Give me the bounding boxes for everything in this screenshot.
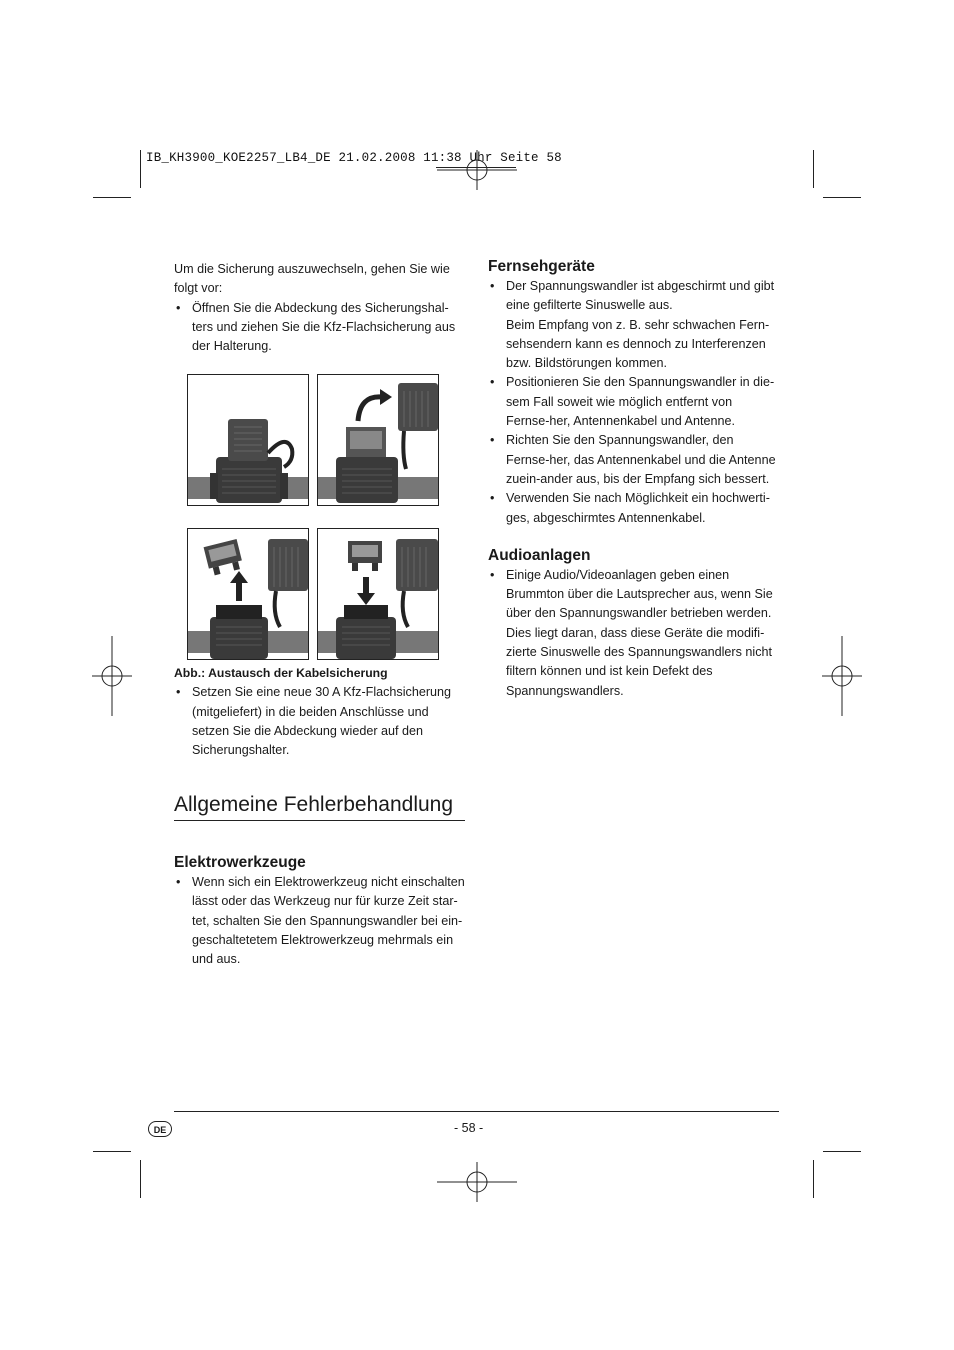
subheading-audioanlagen: Audioanlagen xyxy=(488,546,591,564)
list-item: • Setzen Sie eine neue 30 A Kfz-Flachsicherung (mitgeliefert) in die beiden Anschlüsse und setzen Sie die Abdeckung wieder auf den Sicherungshalter. xyxy=(174,683,466,760)
slug-underline xyxy=(436,167,516,168)
bullet-list-audio xyxy=(488,566,778,701)
left-after-figure-block xyxy=(174,664,466,760)
fuse-figure-2 xyxy=(317,374,439,506)
figure-caption: Abb.: Austausch der Kabelsicherung xyxy=(174,666,388,680)
list-item-text: Der Spannungswandler ist abgeschirmt und gibt eine gefilterte Sinuswelle aus. xyxy=(506,279,775,313)
fuse-figure-1 xyxy=(187,374,309,506)
fuse-figure-3 xyxy=(187,528,309,660)
list-item: • Wenn sich ein Elektrowerkzeug nicht einschalten lässt oder das Werkzeug nur für kurze Zeit star-tet, schalten Sie den Spannungswandler bei ein-geschaltetetem Elektrowerkzeug mehrmals ein und aus. xyxy=(174,873,466,969)
print-slug: IB_KH3900_KOE2257_LB4_DE 21.02.2008 11:38 Uhr Seite 58 xyxy=(146,151,562,165)
bullet-list-open xyxy=(174,299,466,357)
bullet-list-insert xyxy=(174,683,466,760)
footer-rule xyxy=(174,1111,779,1112)
registration-mark-right xyxy=(822,636,862,716)
registration-mark-left xyxy=(92,636,132,716)
elektrowerkzeuge-block xyxy=(174,853,466,969)
list-item: • Verwenden Sie nach Möglichkeit ein hochwerti-ges, abgeschirmtes Antennenkabel. xyxy=(488,489,778,528)
registration-mark-bottom xyxy=(437,1162,517,1202)
left-intro-block xyxy=(174,260,466,356)
fuse-figure-4 xyxy=(317,528,439,660)
language-badge: DE xyxy=(148,1121,172,1137)
subheading-elektrowerkzeuge: Elektrowerkzeuge xyxy=(174,854,306,871)
page-number: - 58 - xyxy=(454,1121,484,1135)
right-column xyxy=(488,257,778,701)
bullet-list-tv xyxy=(488,277,778,528)
bullet-list-tools xyxy=(174,873,466,969)
list-item xyxy=(488,277,778,373)
list-item: • Öffnen Sie die Abdeckung des Sicherungshal-ters und ziehen Sie die Kfz-Flachsicherung aus der Halterung. xyxy=(174,299,466,357)
subheading-fernsehgeraete: Fernsehgeräte xyxy=(488,258,595,275)
list-item-extra: Beim Empfang von z. B. sehr schwachen Fern-sehsendern kann es dennoch zu Interferenzen bzw. Bildstörungen kommen. xyxy=(506,317,770,371)
list-item: • Einige Audio/Videoanlagen geben einen Brummton über die Lautsprecher aus, wenn Sie über den Spannungswandler betrieben werden. Dies liegt daran, dass diese Geräte die modifi-zierte Sinuswelle des Spannungswandlers nicht filtern können und ist kein Defekt des Spannungswandlers. xyxy=(488,566,778,701)
list-item: • Richten Sie den Spannungswandler, den Fernse-her, das Antennenkabel und die Antenne zuein-ander aus, bis der Empfang sich bessert. xyxy=(488,431,778,489)
intro-text: Um die Sicherung auszuwechseln, gehen Sie wie folgt vor: xyxy=(174,262,450,296)
section-heading-main: Allgemeine Fehlerbehandlung xyxy=(174,790,465,821)
list-item: • Positionieren Sie den Spannungswandler in die-sem Fall soweit wie möglich entfernt von Fernse-her, Antennenkabel und Antenne. xyxy=(488,373,778,431)
